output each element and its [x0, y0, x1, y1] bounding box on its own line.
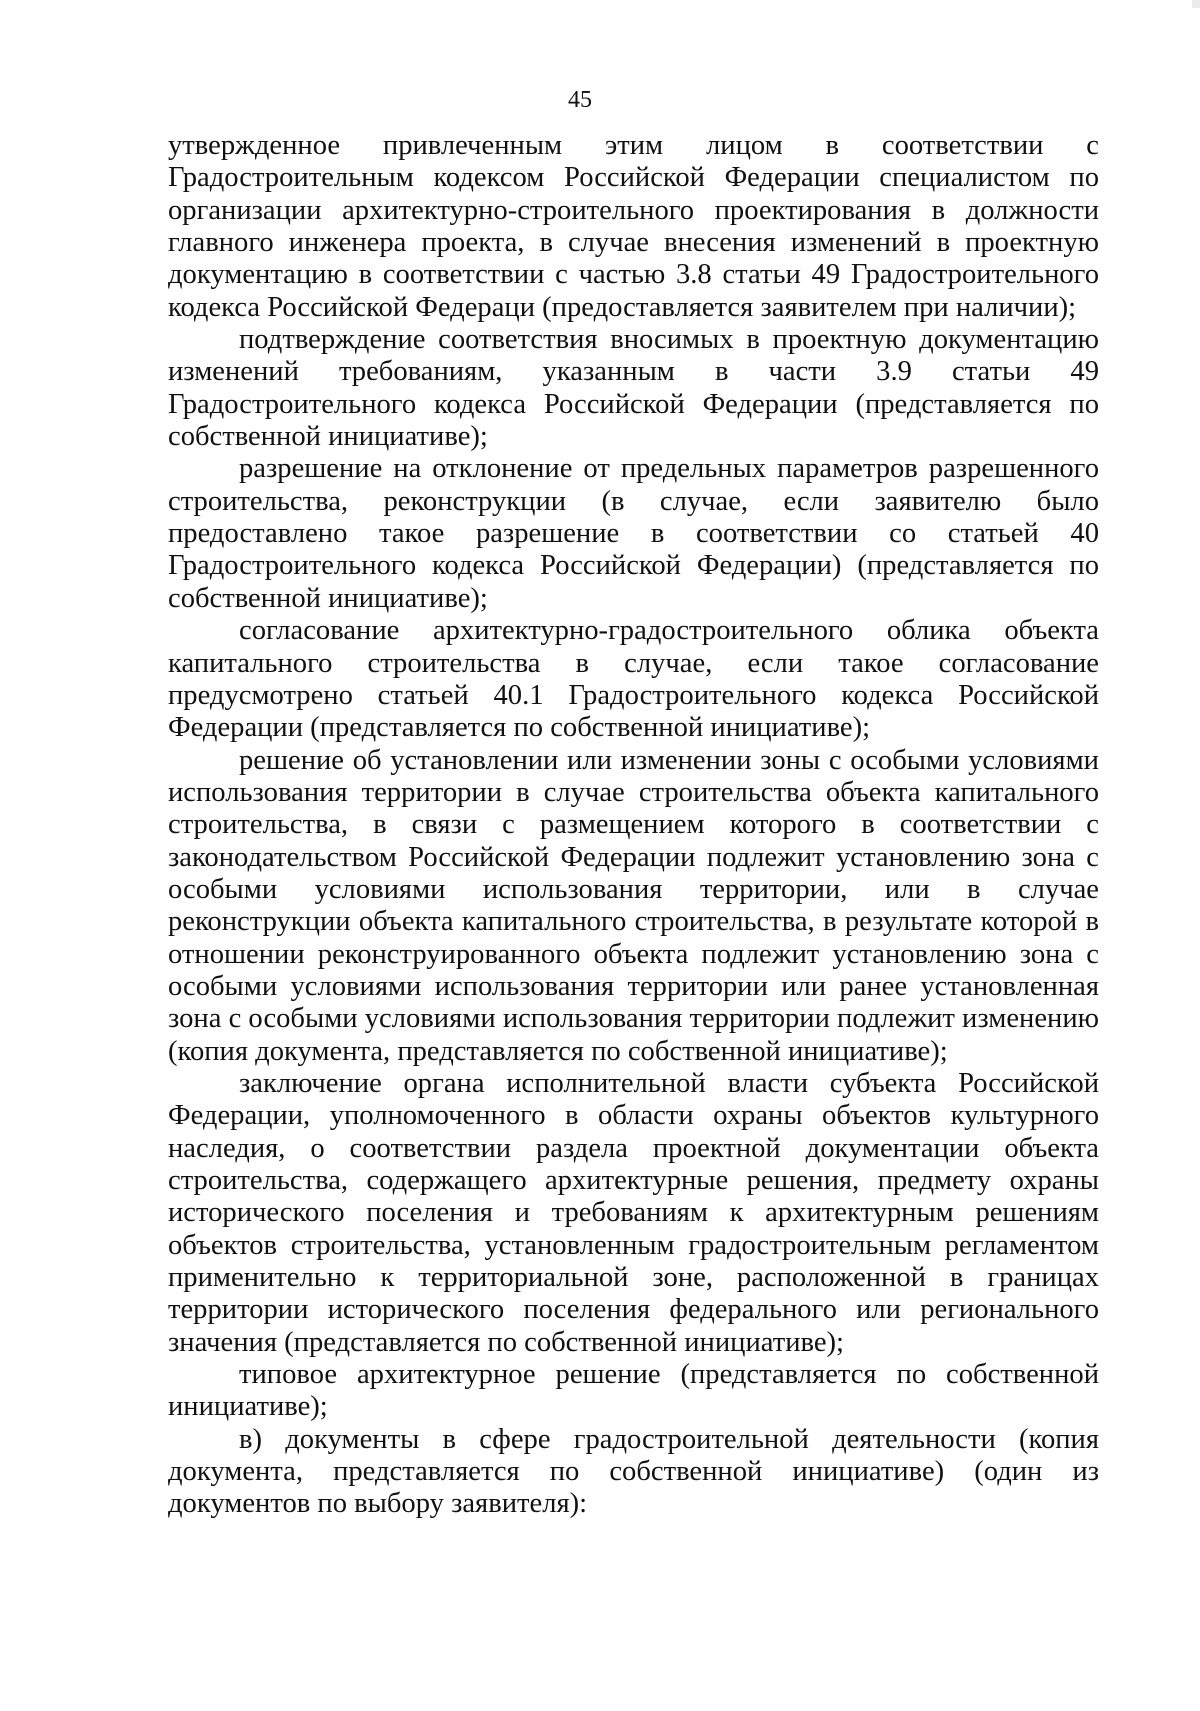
- scan-edge-mark: [1192, 0, 1200, 8]
- paragraph-continuation: утвержденное привлеченным этим лицом в соответствии с Градостроительным кодексом Российской Федерации специалистом по организации архитектурно-строительного проектирования в должности главного инженера проекта, в случае внесения изменений в проектную документацию в соответствии с частью 3.8 статьи 49 Градостроительного кодекса Российской Федераци (предоставляется заявителем при наличии);: [168, 130, 1099, 323]
- paragraph: решение об установлении или изменении зоны с особыми условиями использования территории в случае строительства объекта капитального строительства, в связи с размещением которого в соответствии с законодательством Российской Федерации подлежит установлению зона с особыми условиями использования территории, или в случае реконструкции объекта капитального строительства, в результате которой в отношении реконструированного объекта подлежит установлению зона с особыми условиями использования территории или ранее установленная зона с особыми условиями использования территории подлежит изменению (копия документа, представляется по собственной инициативе);: [168, 744, 1099, 1067]
- paragraph: в) документы в сфере градостроительной деятельности (копия документа, представляется по собственной инициативе) (один из документов по выбору заявителя):: [168, 1423, 1099, 1520]
- paragraph: типовое архитектурное решение (представляется по собственной инициативе);: [168, 1359, 1099, 1423]
- page-number: 45: [568, 87, 592, 113]
- paragraph: заключение органа исполнительной власти субъекта Российской Федерации, уполномоченного в области охраны объектов культурного наследия, о соответствии раздела проектной документации объекта строительства, содержащего архитектурные решения, предмету охраны исторического поселения и требованиям к архитектурным решениям объектов строительства, установленным градостроительным регламентом применительно к территориальной зоне, расположенной в границах территории исторического поселения федерального или регионального значения (представляется по собственной инициативе);: [168, 1067, 1099, 1358]
- paragraph: подтверждение соответствия вносимых в проектную документацию изменений требованиям, указанным в части 3.9 статьи 49 Градостроительного кодекса Российской Федерации (представляется по собственной инициативе);: [168, 324, 1099, 453]
- paragraph: согласование архитектурно-градостроительного облика объекта капитального строительства в случае, если такое согласование предусмотрено статьей 40.1 Градостроительного кодекса Российской Федерации (представляется по собственной инициативе);: [168, 615, 1099, 744]
- paragraph: разрешение на отклонение от предельных параметров разрешенного строительства, реконструкции (в случае, если заявителю было предоставлено такое разрешение в соответствии со статьей 40 Градостроительного кодекса Российской Федерации) (представляется по собственной инициативе);: [168, 453, 1099, 614]
- document-body: [168, 130, 1099, 1521]
